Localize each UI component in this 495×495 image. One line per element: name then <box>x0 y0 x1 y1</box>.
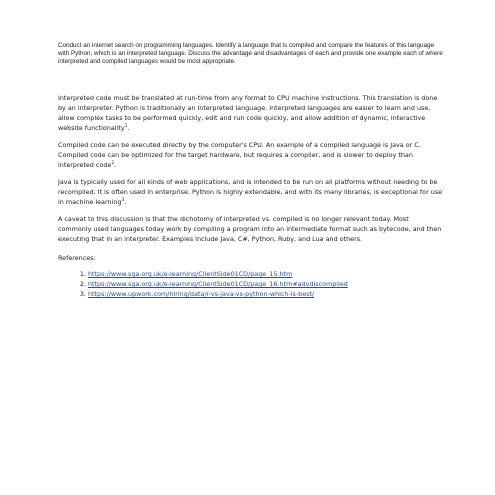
paragraph-caveat <box>58 214 443 244</box>
reference-item <box>88 289 443 299</box>
references-heading: References: <box>58 254 96 262</box>
footnote-marker: 2 <box>111 160 115 166</box>
paragraph-text: Interpreted code must be translated at run-time from any format to CPU machine instructions. This translation is done by an interpreter. Python is traditionally an interpreted language. Interpreted languages are easier to learn and use, allow complex tasks to be performed quickly, edit and run code quickly, and allow addition of dynamic, interactive website functionality <box>58 94 438 132</box>
references-list <box>58 269 443 299</box>
paragraph-text: A caveat to this discussion is that the dichotomy of interpreted vs. compiled is no longer relevant today. Most commonly used languages today work by compiling a program into an intermediate format such as bytecode, and then executing that in an interpreter. Examples include Java, C#, Python, Ruby, and Lua and others. <box>58 215 442 243</box>
answer-body <box>58 93 443 251</box>
reference-link[interactable]: https://www.sqa.org.uk/e-learning/ClientSide01CD/page_16.htm#advdiscompiled <box>88 280 348 288</box>
reference-link[interactable]: https://www.sqa.org.uk/e-learning/ClientSide01CD/page_15.htm <box>88 270 293 278</box>
question-prompt: Conduct an internet search on programming languages. Identify a language that is compiled and compare the features of this language with Python, which is an interpreted language. Discuss the advantage and disadvantages of each and provide one example each of where interpreted and compiled languages would be most appropriate. <box>58 42 443 65</box>
reference-item <box>88 279 443 289</box>
paragraph-compiled: Compiled code can be executed directly by the computer's CPU. An example of a compiled language is Java or C. Compiled code can be optimized for the target hardware, but requires a compiler, and is slower to deploy than interpreted code$^2$. <box>58 141 421 169</box>
paragraph-text: Compiled code can be executed directly by the computer's CPU. An example of a compiled language is Java or C. Compiled code can be optimized for the target hardware, but requires a compiler, and is slower to deploy than interpreted code <box>58 141 421 169</box>
reference-item <box>88 269 443 279</box>
references-section <box>58 253 443 299</box>
paragraph-interpreted: Interpreted code must be translated at run-time from any format to CPU machine instructions. This translation is done by an interpreter. Python is traditionally an interpreted language. Interpreted languages are easier to learn and use, allow complex tasks to be performed quickly, edit and run code quickly, and allow addition of dynamic, interactive website functionality$^1$. <box>58 94 438 132</box>
footnote-marker: 1 <box>124 123 128 129</box>
reference-link[interactable]: https://www.upwork.com/hiring/data/r-vs-java-vs-python-which-is-best/ <box>88 290 315 298</box>
paragraph-text: Java is typically used for all kinds of web applications, and is intended to be run on all platforms without needing to be recompiled. It is often used in enterprise. Python is highly extendable, and with its many libraries, is exceptional for use in machine learning <box>58 178 443 206</box>
footnote-marker: 3 <box>121 197 125 203</box>
paragraph-java-python: Java is typically used for all kinds of web applications, and is intended to be run on all platforms without needing to be recompiled. It is often used in enterprise. Python is highly extendable, and with its many libraries, is exceptional for use in machine learning$^3$. <box>58 178 443 206</box>
